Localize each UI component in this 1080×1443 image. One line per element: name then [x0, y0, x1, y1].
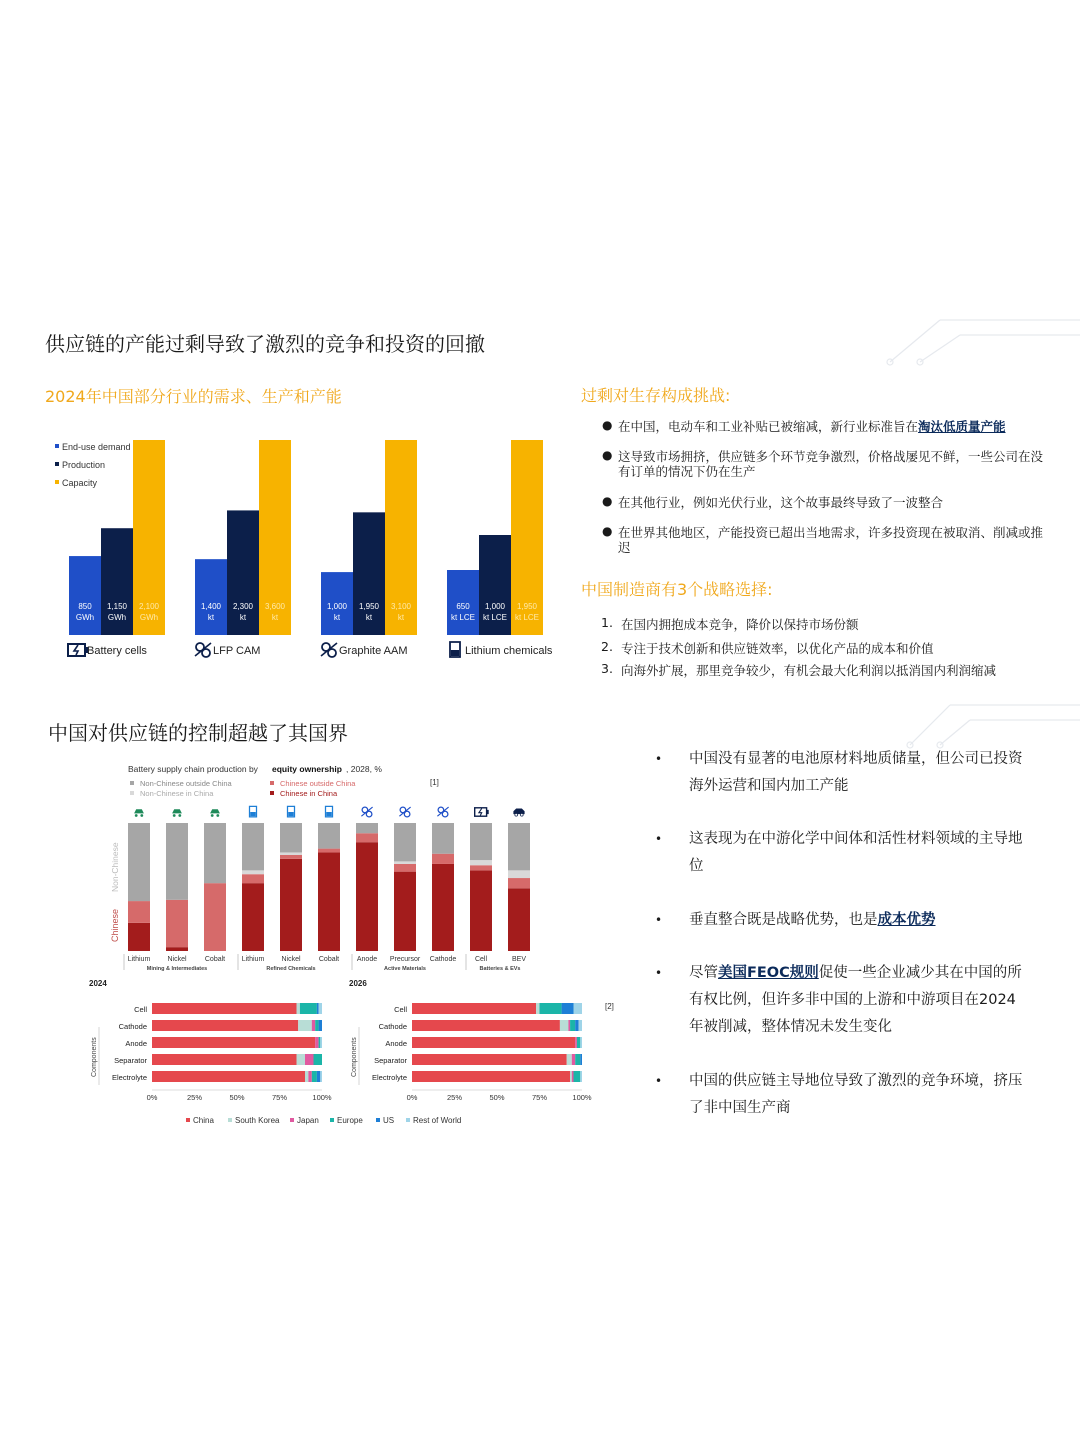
wheel: [135, 814, 138, 817]
data-label: GWh: [75, 613, 95, 622]
molecule-icon: [399, 807, 410, 817]
data-label: kt: [207, 613, 215, 622]
legend-swatch: [55, 444, 59, 448]
category-label: Separator: [374, 1056, 407, 1065]
flask-icon: [450, 642, 460, 657]
challenge-item: [602, 525, 1052, 557]
section1-title: 供应链的产能过剩导致了激烈的竞争和投资的回撤: [45, 332, 485, 356]
insight-bullet: [655, 1068, 1035, 1122]
mine-icon: [134, 809, 144, 817]
legend-swatch: [270, 791, 274, 795]
segment-rest-of-world: [319, 1003, 322, 1014]
options-heading: 中国制造商有3个战略选择:: [581, 580, 773, 599]
stacked-segment: [470, 823, 492, 860]
axis-label: Components: [91, 1037, 98, 1077]
data-label: kt: [239, 613, 247, 622]
option-number: 3.: [601, 661, 613, 676]
stacked-segment: [356, 833, 378, 842]
legend-label: End-use demand: [62, 442, 131, 452]
option-number: 2.: [601, 639, 613, 654]
category-label: Nickel: [167, 956, 187, 963]
legend-swatch: [55, 462, 59, 466]
legend-label: Chinese in China: [280, 789, 338, 798]
category-label: Lithium chemicals: [465, 645, 553, 657]
segment-europe: [300, 1003, 317, 1014]
stacked-segment: [318, 852, 340, 951]
stacked-segment: [242, 870, 264, 874]
bullet-icon: •: [655, 966, 663, 980]
segment-south-korea: [297, 1054, 306, 1065]
flask-liquid: [288, 812, 294, 816]
segment-japan: [572, 1071, 574, 1082]
segment-rest-of-world: [579, 1020, 582, 1031]
bar-end-use-demand: [69, 556, 101, 635]
challenge-text: 在中国，电动车和工业补贴已被缩减，新行业标准旨在: [618, 419, 919, 434]
bullet-icon: ●: [602, 448, 613, 462]
segment-rest-of-world: [320, 1037, 322, 1048]
wheel: [211, 814, 214, 817]
category-label: Cell: [394, 1005, 407, 1014]
option-item: [601, 639, 934, 656]
segment-south-korea: [560, 1020, 569, 1031]
legend-label: China: [193, 1116, 214, 1125]
stacked-segment: [470, 860, 492, 865]
option-text: 向海外扩展，那里竞争较少，有机会最大化利润以抵消国内利润缩减: [621, 663, 997, 678]
segment-south-korea: [567, 1054, 572, 1065]
category-label: Separator: [114, 1056, 147, 1065]
cart-body: [134, 809, 144, 813]
legend-swatch: [376, 1118, 380, 1122]
category-label: Cathode: [378, 1022, 407, 1031]
group-label: Mining & Intermediates: [146, 966, 208, 972]
segment-europe: [574, 1071, 581, 1082]
insight-text: 促使一些企业减少其在中国的所有权比例，但许多非中国的上游和中游项目在2024年被削减，整体情况未发生变化: [689, 965, 1022, 1035]
group-label: Refined Chemicals: [266, 966, 316, 972]
tick-label: 25%: [446, 1093, 463, 1102]
category-label: Electrolyte: [111, 1073, 147, 1082]
stacked-segment: [166, 900, 188, 947]
stacked-segment: [204, 883, 226, 951]
tick-label: 100%: [312, 1093, 332, 1102]
components-2024-chart: [85, 975, 340, 1105]
segment-rest-of-world: [580, 1037, 582, 1048]
axis-label-non-chinese: Non-Chinese: [110, 842, 120, 892]
segment-europe: [577, 1037, 580, 1048]
legend-swatch: [406, 1118, 410, 1122]
bullet-icon: •: [655, 1074, 663, 1088]
battery-bolt: [479, 809, 482, 816]
insight-text: 垂直整合既是战略优势，也是: [689, 912, 878, 928]
bullet-icon: ●: [602, 524, 613, 538]
category-label: Electrolyte: [371, 1073, 407, 1082]
category-label: Anode: [356, 956, 378, 963]
legend-swatch: [130, 781, 134, 785]
section2-title: 中国对供应链的控制超越了其国界: [48, 721, 348, 745]
stacked-segment: [470, 865, 492, 870]
tick-label: 0%: [406, 1093, 418, 1102]
segment-us: [562, 1003, 574, 1014]
group-label: Active Materials: [384, 966, 426, 972]
segment-japan: [315, 1037, 318, 1048]
segment-south-korea: [305, 1071, 308, 1082]
chart-title-suffix: , 2028, %: [346, 764, 382, 774]
flask-liquid: [326, 812, 332, 816]
segment-us: [580, 1054, 582, 1065]
data-label: 1,000: [484, 602, 506, 611]
category-label: Cobalt: [318, 956, 340, 963]
stacked-segment: [280, 823, 302, 852]
stacked-segment: [356, 842, 378, 951]
battery-bolt: [74, 645, 78, 655]
flask-icon: [250, 806, 257, 817]
segment-south-korea: [297, 1003, 300, 1014]
segment-europe: [314, 1054, 323, 1065]
category-label: Lithium: [127, 956, 151, 963]
stacked-segment: [280, 859, 302, 951]
chart-heading: 2024年中国部分行业的需求、生产和产能: [45, 387, 342, 406]
option-item: [601, 615, 859, 632]
segment-south-korea: [570, 1071, 572, 1082]
legend-label: South Korea: [235, 1116, 280, 1125]
legend-label: Japan: [297, 1116, 319, 1125]
insight-bullet: [655, 960, 1035, 1041]
data-label: 650: [456, 602, 470, 611]
axis-label-chinese: Chinese: [110, 908, 120, 942]
data-label: 1,150: [106, 602, 128, 611]
data-label: GWh: [139, 613, 159, 622]
legend-label: Production: [62, 460, 106, 470]
circuit-decoration-top: [880, 300, 1080, 370]
segment-china: [152, 1003, 297, 1014]
data-label: 1,400: [200, 602, 222, 611]
data-label: kt LCE: [450, 613, 476, 622]
cost-advantage-link[interactable]: 成本优势: [877, 912, 936, 928]
stacked-segment: [204, 823, 226, 883]
segment-europe: [570, 1020, 575, 1031]
data-label: kt: [333, 613, 341, 622]
molecule-icon: [437, 807, 448, 817]
legend-label: US: [383, 1116, 395, 1125]
components-2026-chart: [345, 975, 625, 1105]
legend-label: Non-Chinese in China: [140, 789, 214, 798]
category-label: Graphite AAM: [339, 645, 408, 657]
segment-south-korea: [536, 1003, 539, 1014]
segment-europe: [540, 1003, 562, 1014]
segment-china: [412, 1071, 570, 1082]
data-label: kt: [397, 613, 405, 622]
data-label: 1,950: [516, 602, 538, 611]
wheel: [140, 814, 143, 817]
mine-icon: [172, 809, 182, 817]
challenge-text: 在其他行业，例如光伏行业，这个故事最终导致了一波整合: [618, 495, 944, 510]
data-label: kt LCE: [482, 613, 508, 622]
segment-china: [152, 1020, 298, 1031]
legend-swatch: [270, 781, 274, 785]
bullet-icon: •: [655, 832, 663, 846]
battery-icon: [68, 644, 88, 656]
segment-japan: [568, 1020, 570, 1031]
feoc-rule-link[interactable]: 美国FEOC规则: [718, 965, 819, 981]
stacked-segment: [242, 874, 264, 883]
segment-us: [317, 1003, 319, 1014]
wheel: [173, 814, 176, 817]
mine-icon: [210, 809, 220, 817]
wheel: [216, 814, 219, 817]
segment-japan: [575, 1037, 577, 1048]
challenge-item: [602, 495, 1052, 512]
chart-title: 2026: [349, 979, 367, 988]
stacked-segment: [508, 870, 530, 878]
legend-label: Non-Chinese outside China: [140, 779, 232, 788]
battery-tip: [487, 810, 489, 814]
bullet-icon: ●: [602, 418, 613, 432]
stacked-segment: [128, 901, 150, 923]
cart-body: [210, 809, 220, 813]
data-label: 2,100: [138, 602, 160, 611]
category-label: Cobalt: [204, 956, 226, 963]
category-label: Cathode: [429, 956, 457, 963]
segment-us: [575, 1020, 578, 1031]
data-label: kt: [365, 613, 373, 622]
stacked-segment: [280, 855, 302, 859]
insight-text: 这表现为在中游化学中间体和活性材料领域的主导地位: [689, 831, 1023, 874]
tick-label: 75%: [531, 1093, 548, 1102]
segment-china: [152, 1071, 305, 1082]
segment-europe: [315, 1020, 318, 1031]
group-label: Batteries & EVs: [479, 966, 521, 972]
axis-label: Components: [351, 1037, 358, 1077]
footnote-marker: [1]: [430, 778, 439, 787]
category-label: Lithium: [241, 956, 265, 963]
bullet-icon: •: [655, 913, 663, 927]
category-label: Nickel: [281, 956, 301, 963]
circuit-decoration-mid: [900, 690, 1080, 750]
wheel: [515, 813, 518, 816]
challenge-text: 在世界其他地区，产能投资已超出当地需求，许多投资现在被取消、削减或推迟: [618, 525, 1044, 555]
segment-china: [412, 1003, 536, 1014]
insight-bullet: [655, 746, 1035, 800]
chart-title-bold: equity ownership: [272, 764, 342, 774]
legend-swatch: [228, 1118, 232, 1122]
segment-china: [412, 1054, 567, 1065]
segment-china: [152, 1037, 315, 1048]
category-label: Cathode: [118, 1022, 147, 1031]
stacked-segment: [394, 872, 416, 951]
stacked-segment: [508, 878, 530, 888]
data-label: kt: [271, 613, 279, 622]
flask-icon: [288, 806, 295, 817]
stacked-segment: [318, 849, 340, 853]
demand-production-capacity-chart: [45, 430, 565, 670]
stacked-segment: [166, 823, 188, 900]
bar-end-use-demand: [195, 559, 227, 635]
data-label: 1,000: [326, 602, 348, 611]
data-label: 3,600: [264, 602, 286, 611]
stacked-segment: [432, 864, 454, 951]
wheel: [520, 813, 523, 816]
data-label: 3,100: [390, 602, 412, 611]
wheel: [178, 814, 181, 817]
tick-label: 75%: [271, 1093, 288, 1102]
option-text: 专注于技术创新和供应链效率，以优化产品的成本和价值: [621, 641, 934, 656]
segment-china: [412, 1020, 560, 1031]
legend-swatch: [330, 1118, 334, 1122]
challenge-text: 这导致市场拥挤，供应链多个环节竞争激烈，价格战屡见不鲜，一些公司在没有订单的情况下仍在生产: [618, 449, 1044, 479]
insight-text: 尽管: [689, 965, 718, 981]
molecule-icon: [321, 643, 337, 657]
category-label: Cell: [474, 956, 488, 963]
footnote-marker: [2]: [605, 1002, 614, 1011]
cart-body: [172, 809, 182, 813]
legend-swatch: [55, 480, 59, 484]
challenges-heading: 过剩对生存构成挑战:: [581, 386, 731, 405]
battery-icon: [475, 808, 489, 816]
category-label: Battery cells: [87, 645, 147, 657]
segment-south-korea: [298, 1020, 312, 1031]
stacked-segment: [242, 883, 264, 951]
flask-icon: [326, 806, 333, 817]
stacked-segment: [508, 888, 530, 951]
flask-liquid: [451, 650, 459, 656]
stacked-segment: [470, 870, 492, 951]
segment-europe: [575, 1054, 580, 1065]
chart-title: 2024: [89, 979, 107, 988]
region-legend: [180, 1112, 500, 1128]
legend-label: Europe: [337, 1116, 363, 1125]
insight-bullet: [655, 907, 1035, 934]
challenge-link[interactable]: 淘汰低质量产能: [918, 419, 1006, 434]
car-body: [513, 809, 524, 815]
segment-japan: [572, 1054, 575, 1065]
segment-rest-of-world: [580, 1071, 582, 1082]
segment-europe: [319, 1037, 321, 1048]
chart-title-prefix: Battery supply chain production by: [128, 764, 258, 774]
tick-label: 50%: [229, 1093, 245, 1102]
insight-text: 中国没有显著的电池原材料地质储量，但公司已投资海外运营和国内加工产能: [689, 751, 1023, 794]
category-label: Cell: [134, 1005, 147, 1014]
challenge-item: [602, 419, 1052, 436]
flask-liquid: [250, 812, 256, 816]
category-label: Anode: [125, 1039, 147, 1048]
stacked-segment: [508, 823, 530, 870]
tick-label: 25%: [186, 1093, 203, 1102]
category-label: BEV: [511, 956, 527, 963]
option-number: 1.: [601, 615, 613, 630]
bullet-icon: ●: [602, 494, 613, 508]
stacked-segment: [356, 823, 378, 833]
segment-japan: [312, 1020, 315, 1031]
data-label: 850: [78, 602, 92, 611]
category-label: Precursor: [389, 956, 421, 963]
stacked-segment: [280, 852, 302, 855]
data-label: kt LCE: [514, 613, 540, 622]
stacked-segment: [128, 823, 150, 901]
segment-rest-of-world: [320, 1071, 322, 1082]
segment-japan: [305, 1054, 314, 1065]
stacked-segment: [242, 823, 264, 870]
segment-us: [317, 1071, 320, 1082]
stacked-segment: [394, 864, 416, 872]
legend-swatch: [130, 791, 134, 795]
segment-us: [319, 1020, 322, 1031]
legend-swatch: [290, 1118, 294, 1122]
bullet-icon: •: [655, 752, 663, 766]
option-text: 在国内拥抱成本竞争，降价以保持市场份额: [621, 617, 859, 632]
legend-label: Capacity: [62, 478, 98, 488]
segment-japan: [308, 1071, 311, 1082]
equity-ownership-chart: [100, 760, 540, 980]
stacked-segment: [128, 923, 150, 951]
car-icon: [513, 809, 524, 817]
insight-text: 中国的供应链主导地位导致了激烈的竞争环境，挤压了非中国生产商: [689, 1073, 1023, 1116]
stacked-segment: [394, 823, 416, 861]
tick-label: 50%: [489, 1093, 505, 1102]
data-label: 2,300: [232, 602, 254, 611]
segment-china: [152, 1054, 297, 1065]
data-label: GWh: [107, 613, 127, 622]
molecule-icon: [195, 643, 211, 657]
tick-label: 0%: [146, 1093, 158, 1102]
legend-label: Rest of World: [413, 1116, 462, 1125]
stacked-segment: [394, 861, 416, 864]
legend-label: Chinese outside China: [280, 779, 356, 788]
stacked-segment: [432, 823, 454, 854]
data-label: 1,950: [358, 602, 380, 611]
option-item: [601, 661, 997, 678]
stacked-segment: [432, 854, 454, 864]
stacked-segment: [166, 947, 188, 951]
segment-europe: [312, 1071, 317, 1082]
segment-rest-of-world: [574, 1003, 583, 1014]
challenge-item: [602, 449, 1052, 481]
category-label: LFP CAM: [213, 645, 261, 657]
insight-bullet: [655, 826, 1035, 880]
legend-swatch: [186, 1118, 190, 1122]
tick-label: 100%: [572, 1093, 592, 1102]
category-label: Anode: [385, 1039, 407, 1048]
stacked-segment: [318, 823, 340, 849]
segment-china: [412, 1037, 575, 1048]
molecule-icon: [361, 807, 372, 817]
